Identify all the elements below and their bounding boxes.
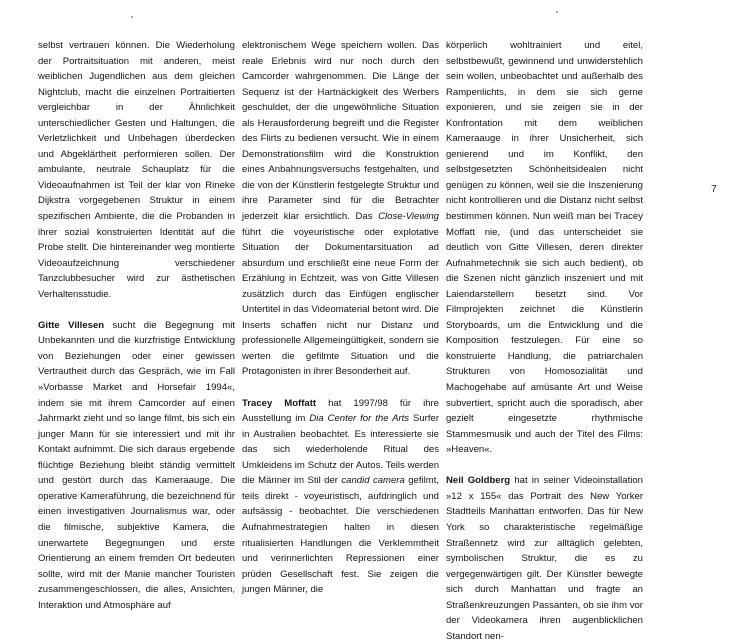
artist-name-neil-goldberg: Neil Goldberg	[446, 475, 511, 487]
italic-term-close-viewing: Close-Viewing	[378, 211, 439, 223]
italic-institution-name: Dia Center for the Arts	[309, 413, 410, 425]
paragraph-tracey-moffatt	[242, 396, 439, 598]
paragraph-text: hat 1997/98 für ihre Ausstellung im	[242, 397, 439, 425]
paragraph-text: sucht die Begegnung mit Unbekannten und die kurzfristige Entwicklung von Beziehungen oder einer gewissen Vertrautheit durch das Gespräch, wie im Fall »Vorbasse Market and Horsefair 1994«, indem sie mit ihrem Camcorder auf einen Jahrmarkt zieht und so lange filmt, bis sich ein junger Mann für sie interessiert und mit ihr Kontakt aufnimmt. Die sich daraus ergebende flüchtige Beziehung bleibt ständig vermittelt und gestört durch das Kameraauge. Die operative Kameraführung, die bezeichnend für einen investigativen Journalismus war, oder die filmische, subjektive Kamera, die unerwartete Begegnungen und erste Orientierung an einem fremden Ort bedeuten sollte, wird mit der Manie mancher Touristen zusammengeschlossen, die alles, Ansichten, Interaktion und Atmosphäre auf	[38, 319, 235, 611]
paragraph-neil-goldberg	[446, 473, 643, 644]
paragraph-text: selbst vertrauen können. Die Wiederholung der Portraitsituation mit anderen, meist weiblichen Jugendlichen aus dem gleichen Nightclub, macht die einzelnen Portraitierten vergleichbar in der Ähnlichkeit unterschiedlicher Gesten und Haltungen, die Verletzlichkeit und Unbehagen überdecken und Abgeklärtheit performieren sollen. Der ambulante, neutrale Schauplatz für die Videoaufnahmen ist Teil der klar von Rineke Dijkstra vorgegebenen Struktur in einem spezifischen Ambiente, die die Probanden in ihrer sozial konstruierten Identität auf die Probe stellt. Die hintereinander weg montierte Videoaufzeichnung verschiedener Tanzclubbesucher wird zur ästhetischen Verhaltensstudie.	[38, 40, 235, 300]
page-number: 7	[711, 183, 717, 195]
paragraph-text: hat in seiner Videoinstallation »12 x 155« das Portrait des New Yorker Stadtteils Manhattan entworfen. Das für New York so charakteristische regelmäßige Straßennetz wird zur alltäglich gelebten, symbolischen Struktur, die es zu vergegenwärtigen gilt. Der Künstler bewegte sich durch Manhattan und fragte an Straßenkreuzungen Passanten, ob sie ihm vor der Videokamera ihren augenblicklichen Standort nen-	[446, 475, 643, 642]
paragraph-villesen-continuation	[242, 38, 439, 380]
scan-speck	[131, 16, 133, 18]
paragraph-gitte-villesen	[38, 318, 235, 613]
artist-name-tracey-moffatt: Tracey Moffatt	[242, 397, 317, 409]
italic-term-candid-camera: candid camera	[341, 475, 405, 487]
text-column-left	[38, 38, 235, 613]
paragraph-dijkstra-continuation	[38, 38, 235, 302]
artist-name-gitte-villesen: Gitte Villesen	[38, 319, 105, 331]
paragraph-text: gefilmt, teils direkt - voyeuristisch, aufdringlich und aufsässig - beobachtet. Die verschiedenen Aufnahmestrategien halten in diesen ritualisierten Handlungen die Verklemmtheit und verinnerlichten Repressionen einer prüden Gesellschaft fest. Sie zeigen die jungen Männer, die	[242, 475, 439, 596]
paragraph-text: körperlich wohltrainiert und eitel, selbstbewußt, gewinnend und unwiderstehlich sein wollen, unbeobachtet und außerhalb des Rampenlichts, in dem sie sich gerne exponieren, und sie zeigen sie in der Konfrontation mit dem weiblichen Kameraauge in ihrer Unsicherheit, sich genierend und im Konflikt, den selbstgesetzten Schönheitsidealen nicht genügen zu können, weil sie die Inszenierung nicht kontrollieren und die Distanz nicht selbst bestimmen können. Nun weiß man bei Tracey Moffatt nie, (und das unterscheidet sie deutlich von Gitte Villesen, deren direkter Aufnahmetechnik sie sich auch bedient), ob die Szenen nicht gänzlich inszeniert und mit Laiendarstellern besetzt sind. Vor Filmprojekten zeichnet die Künstlerin Storyboards, um die Entwicklung und die Komposition festzulegen. Für eine so konstruierte Handlung, die patriarchalen Strukturen von Homosozialität und Machogehabe auf amüsante Art und Weise subvertiert, spricht auch die sporadisch, aber gezielt eingesetzte rhythmische Stammesmusik und auch der Titel des Films: »Heaven«.	[446, 40, 643, 456]
paragraph-text: führt die voyeuristische oder explotative Situation der Dokumentarsituation ad absurdum und erschließt eine neue Form der Erzählung in Echtzeit, was von Gitte Villesen zusätzlich durch das Einfügen englischer Untertitel in das Videomaterial betont wird. Die Inserts schaffen nicht nur Distanz und professionelle Allgemeingültigkeit, sondern sie werten die gefilmte Situation und die Protagonisten in ihrer Besonderheit auf.	[242, 226, 439, 378]
paragraph-moffatt-continuation	[446, 38, 643, 458]
paragraph-text: elektronischem Wege speichern wollen. Das reale Erlebnis wird nur noch durch den Camcorder wahrgenommen. Die Länge der Sequenz ist der Hartnäckigkeit des Werbers geschuldet, der die ungewöhnliche Situation als Herausforderung begreift und die Register des Flirts zu bedienen versucht. Wie in einem Demonstrationsfilm wird die Konstruktion eines Anbahnungsversuchs festgehalten, und die von der Künstlerin festgelegte Struktur und ihre Parameter sind für die Betrachter jederzeit klar ersichtlich. Das	[242, 40, 439, 223]
paragraph-text: Surfer in Australien beobachtet. Es interessierte sie das sich wiederholende Ritual des Umkleidens im Schutz der Autos. Teils werden die Männer im Stil der	[242, 413, 439, 487]
scan-speck	[556, 11, 558, 13]
text-column-right	[446, 38, 643, 644]
